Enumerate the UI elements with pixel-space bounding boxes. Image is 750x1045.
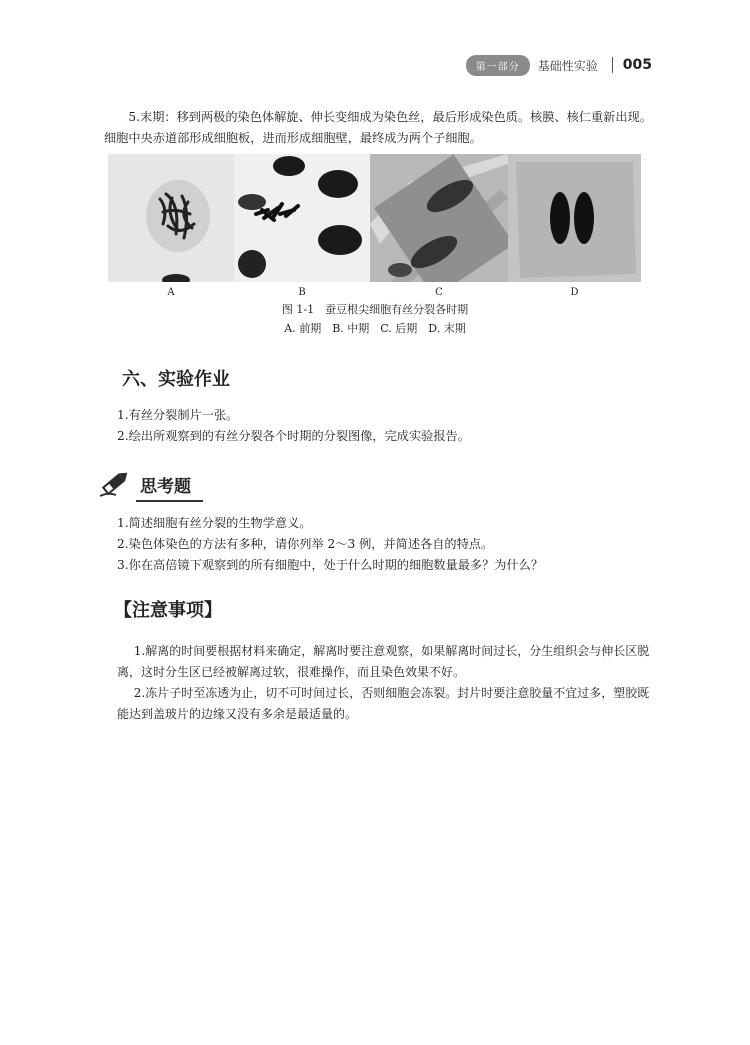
questions-heading-block — [98, 468, 203, 502]
notes-list — [117, 641, 657, 725]
questions-list — [117, 513, 657, 576]
question-item: 3.你在高倍镜下观察到的所有细胞中，处于什么时期的细胞数量最多？为什么？ — [117, 558, 544, 572]
figure-panel-labels — [108, 287, 641, 298]
pencil-icon — [98, 468, 132, 502]
page-number: 005 — [622, 57, 652, 73]
panel-c-anaphase — [370, 154, 508, 282]
figure-caption: 图 1-1 蚕豆根尖细胞有丝分裂各时期 — [281, 303, 469, 316]
panel-a-prophase — [108, 154, 234, 282]
header-divider — [612, 57, 613, 73]
telophase-text: 5.末期：移到两极的染色体解旋、伸长变细成为染色丝，最后形成染色质。核膜、核仁重新出现。细胞中央赤道部形成细胞板，进而形成细胞壁，最终成为两个子细胞。 — [104, 110, 652, 145]
note-item: 1.解离的时间要根据材料来确定，解离时要注意观察，如果解离时间过长，分生组织会与伸长区脱离，这时分生区已经被解离过软，很难操作，而且染色效果不好。 — [117, 644, 650, 679]
question-item: 1.简述细胞有丝分裂的生物学意义。 — [117, 516, 312, 530]
assignment-list — [117, 405, 657, 447]
telophase-paragraph — [104, 107, 652, 149]
note-item: 2.冻片子时至冻透为止，切不可时间过长，否则细胞会冻裂。封片时要注意胶量不宜过多，塑胶既能达到盖玻片的边缘又没有多余是最适量的。 — [117, 686, 650, 721]
panel-label-d: D — [570, 287, 579, 298]
questions-heading: 思考题 — [136, 472, 203, 502]
question-item: 2.染色体染色的方法有多种，请你列举 2～3 例，并简述各自的特点。 — [117, 537, 494, 551]
section-name: 基础性实验 — [537, 58, 598, 73]
panel-d-telophase — [508, 154, 641, 282]
panel-label-c: C — [435, 287, 443, 298]
panel-label-a: A — [167, 287, 175, 298]
running-header — [466, 54, 652, 76]
figure-subcaption: A. 前期 B. 中期 C. 后期 D. 末期 — [284, 322, 466, 335]
assignment-heading: 六、实验作业 — [122, 369, 230, 390]
assignment-item: 2.绘出所观察到的有丝分裂各个时期的分裂图像，完成实验报告。 — [117, 429, 470, 443]
panel-b-metaphase — [234, 154, 370, 282]
part-badge: 第一部分 — [466, 55, 530, 76]
notes-heading: 【注意事项】 — [114, 600, 222, 621]
assignment-item: 1.有丝分裂制片一张。 — [117, 408, 239, 422]
mitosis-figure — [108, 154, 641, 282]
panel-label-b: B — [298, 287, 306, 298]
